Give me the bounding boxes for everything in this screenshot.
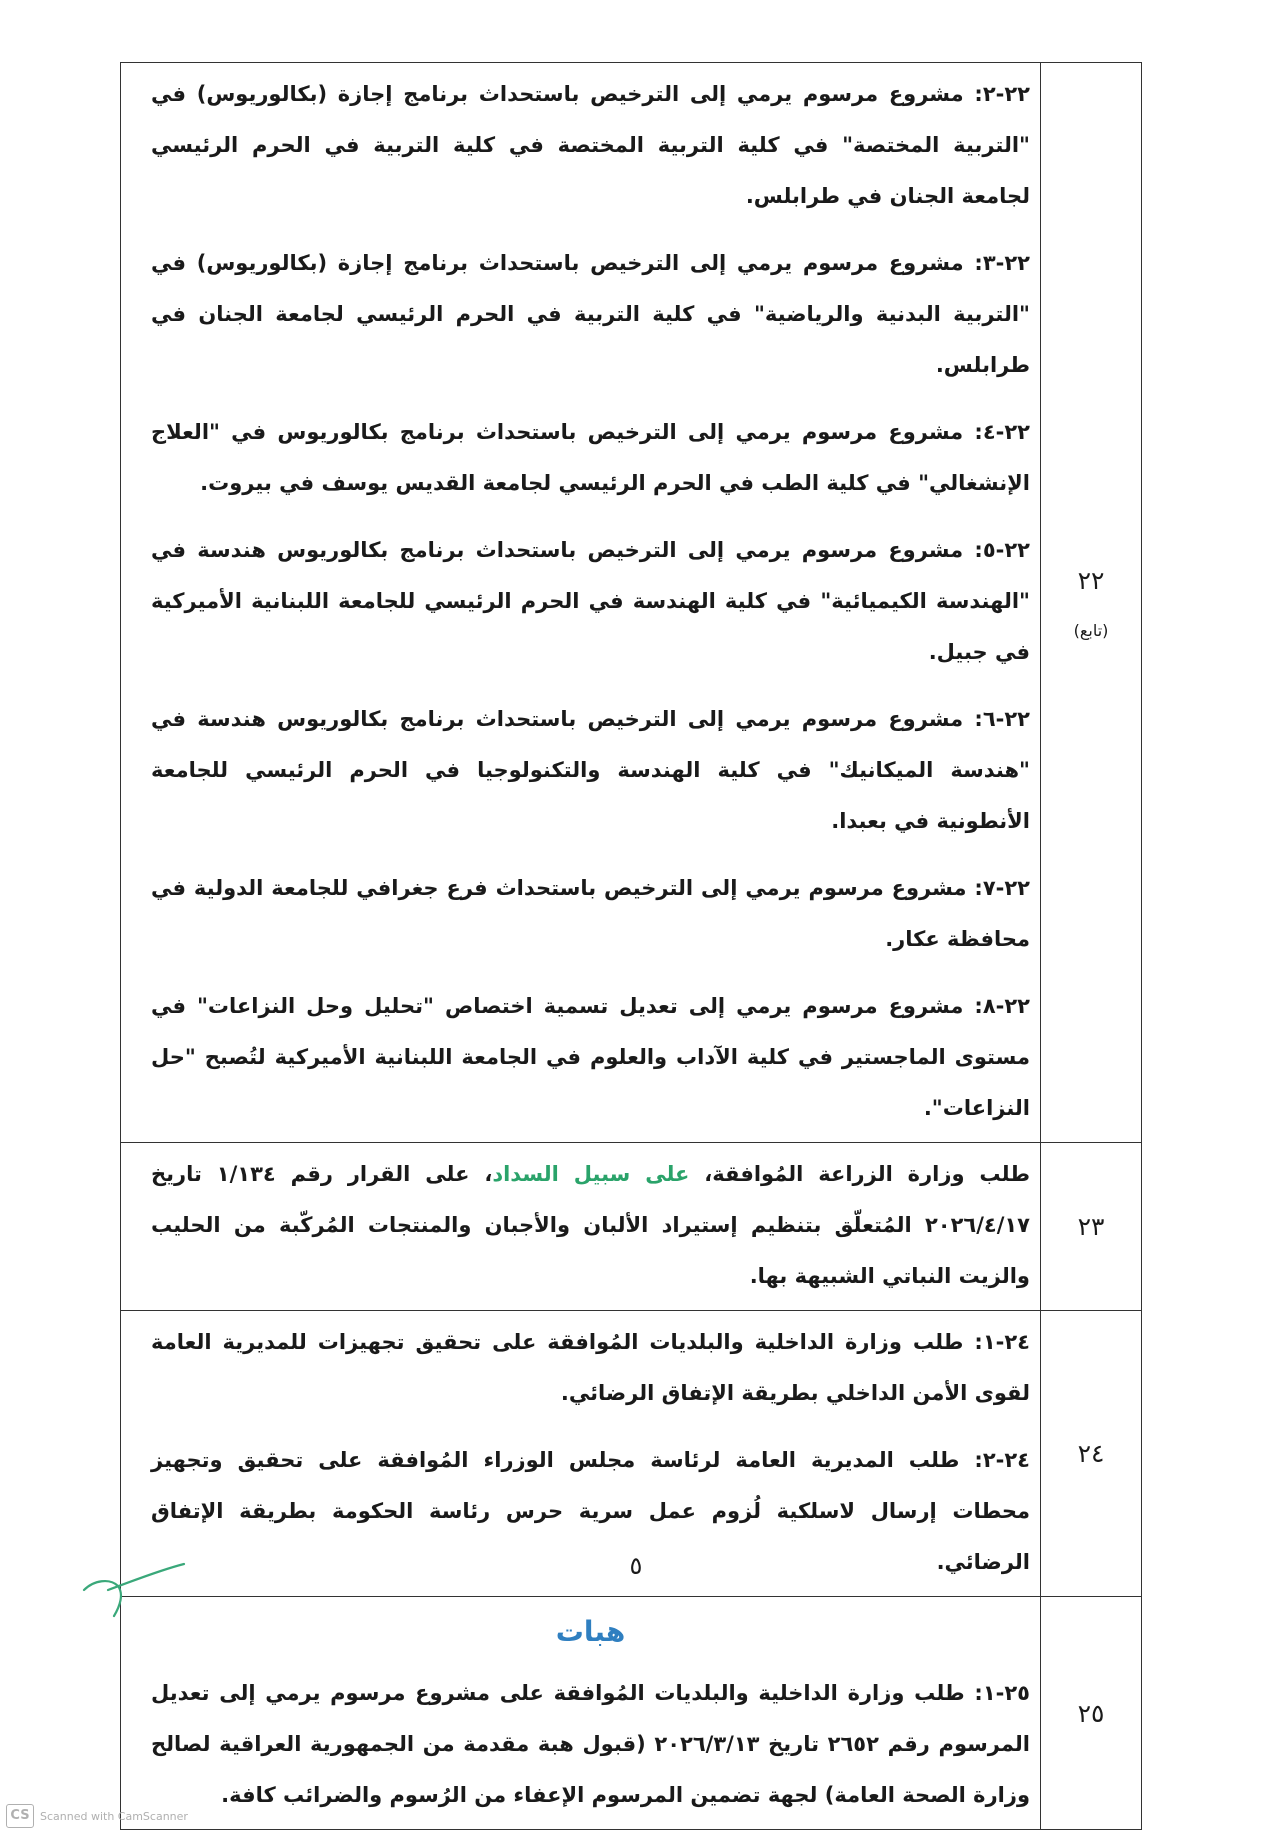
agenda-item-22-4 [151,407,1030,509]
table-row-25 [121,1597,1142,1830]
agenda-item-23 [151,1149,1030,1302]
scanner-badge [6,1804,188,1828]
row-number-cell [1041,1597,1142,1830]
item-ref: ٢٢-٧: [974,876,1030,900]
item-ref: ٢٤-٢: [974,1448,1030,1472]
item-text: طلب وزارة الداخلية والبلديات المُوافقة على مشروع مرسوم يرمي إلى تعديل المرسوم رقم ٢٦٥٢ تاريخ ٢٠٢٦/٣/١٣ (قبول هبة مقدمة من الجمهورية العراقية لصالح وزارة الصحة العامة) لجهة تضمين المرسوم الإعفاء من الرُسوم والضرائب كافة. [151,1681,1030,1807]
item-text: مشروع مرسوم يرمي إلى الترخيص باستحداث فرع جغرافي للجامعة الدولية في محافظة عكار. [151,876,1030,951]
agenda-item-24-1 [151,1317,1030,1419]
table-row-22 [121,63,1142,1143]
item-text: ، على القرار رقم ١/١٣٤ تاريخ ٢٠٢٦/٤/١٧ المُتعلّق بتنظيم إستيراد الألبان والأجبان والمنتجات المُركّبة من الحليب والزيت النباتي الشبيهة بها. [151,1162,1030,1288]
row-number: ٢٤ [1077,1439,1105,1468]
signature-mark [80,1550,190,1620]
row-number-cell [1041,63,1142,1143]
agenda-item-22-3 [151,238,1030,391]
scanner-text: Scanned with CamScanner [40,1809,188,1823]
item-text: مشروع مرسوم يرمي إلى الترخيص باستحداث برنامج بكالوريوس هندسة في "هندسة الميكانيك" في كلية الهندسة والتكنولوجيا في الحرم الرئيسي للجامعة الأنطونية في بعبدا. [151,707,1030,833]
item-text: مشروع مرسوم يرمي إلى الترخيص باستحداث برنامج بكالوريوس هندسة في "الهندسة الكيميائية" في كلية الهندسة في الحرم الرئيسي للجامعة اللبنانية الأميركية في جبيل. [151,538,1030,664]
item-ref: ٢٤-١: [974,1330,1030,1354]
camscanner-logo-icon: CS [6,1804,34,1828]
table-row-23 [121,1143,1142,1311]
agenda-item-22-2 [151,69,1030,222]
row-number-continued: (تابع) [1073,620,1109,640]
item-text: طلب وزارة الداخلية والبلديات المُوافقة على تحقيق تجهيزات للمديرية العامة لقوى الأمن الداخلي بطريقة الإتفاق الرضائي. [151,1330,1030,1405]
agenda-item-22-8 [151,981,1030,1134]
item-ref: ٢٢-٥: [974,538,1030,562]
agenda-item-25-1 [151,1668,1030,1821]
page-number: ٥ [629,1552,643,1580]
section-heading: هبات [555,1615,626,1648]
item-text: مشروع مرسوم يرمي إلى الترخيص باستحداث برنامج إجازة (بكالوريوس) في "التربية البدنية والرياضية" في كلية التربية في الحرم الرئيسي لجامعة الجنان في طرابلس. [151,251,1030,377]
row-number-cell [1041,1143,1142,1311]
agenda-item-22-5 [151,525,1030,678]
agenda-item-22-7 [151,863,1030,965]
item-text: مشروع مرسوم يرمي إلى الترخيص باستحداث برنامج بكالوريوس في "العلاج الإنشغالي" في كلية الطب في الحرم الرئيسي لجامعة القديس يوسف في بيروت. [151,420,1030,495]
item-ref: ٢٢-٦: [974,707,1030,731]
row-number: ٢٣ [1077,1212,1105,1241]
item-text: مشروع مرسوم يرمي إلى الترخيص باستحداث برنامج إجازة (بكالوريوس) في "التربية المختصة" في كلية التربية المختصة في كلية التربية في الحرم الرئيسي لجامعة الجنان في طرابلس. [151,82,1030,208]
item-ref: ٢٢-٤: [974,420,1030,444]
row-content-cell [121,1597,1041,1830]
item-ref: ٢٢-٣: [974,251,1030,275]
item-text: طلب وزارة الزراعة المُوافقة، [689,1162,1030,1186]
row-number: ٢٢ [1077,565,1105,595]
item-ref: ٢٥-١: [974,1681,1030,1705]
row-number: ٢٥ [1077,1698,1105,1728]
highlighted-text: على سبيل السداد [492,1162,690,1186]
row-content-cell [121,63,1041,1143]
item-text: مشروع مرسوم يرمي إلى تعديل تسمية اختصاص "تحليل وحل النزاعات" في مستوى الماجستير في كلية الآداب والعلوم في الجامعة اللبنانية الأميركية لتُصبح "حل النزاعات". [151,994,1030,1120]
agenda-item-22-6 [151,694,1030,847]
item-ref: ٢٢-٨: [974,994,1030,1018]
item-text: طلب المديرية العامة لرئاسة مجلس الوزراء المُوافقة على تحقيق وتجهيز محطات إرسال لاسلكية لُزوم عمل سرية حرس رئاسة الحكومة بطريقة الإتفاق الرضائي. [151,1448,1030,1574]
row-content-cell [121,1143,1041,1311]
item-ref: ٢٢-٢: [974,82,1030,106]
